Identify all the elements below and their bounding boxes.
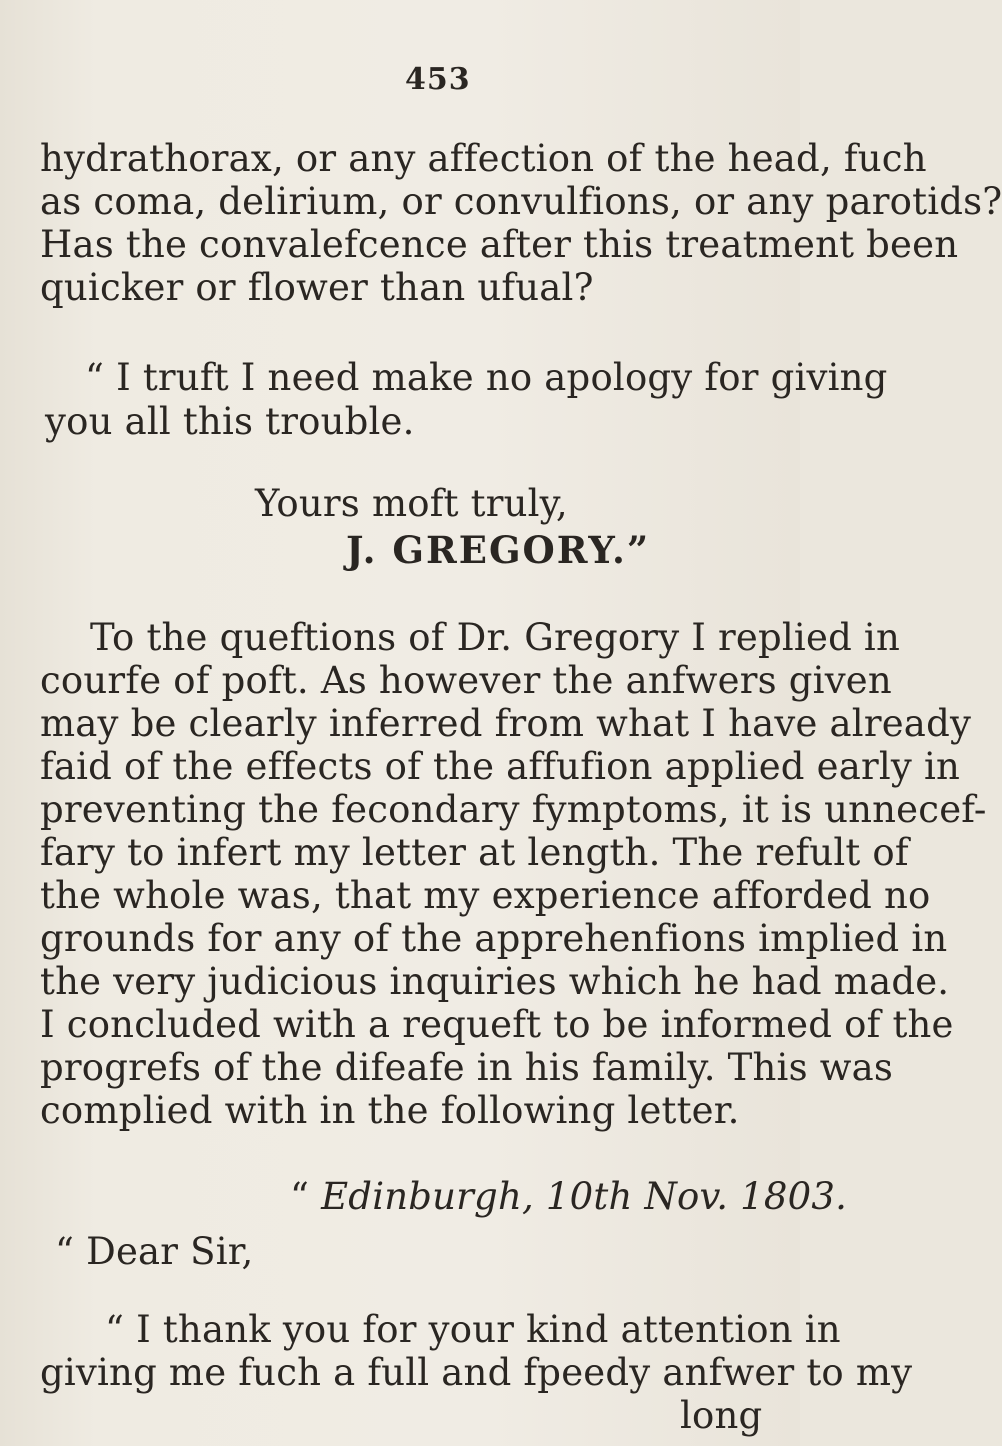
open-quote: “ [290, 1175, 310, 1218]
text-line: I concluded with a requeft to be informed of the [40, 1003, 954, 1046]
letter-date: 10th Nov. 1803. [545, 1175, 848, 1218]
text-line: “ I thank you for your kind attention in [105, 1308, 841, 1351]
page-number: 453 [405, 62, 471, 97]
text-line: courfe of poft. As however the anfwers given [40, 659, 892, 702]
text-line: the very judicious inquiries which he had made. [40, 960, 950, 1003]
text-line: the whole was, that my experience afforded no [40, 874, 931, 917]
text-line: quicker or flower than ufual? [40, 266, 594, 309]
letter-place: Edinburgh, [321, 1175, 534, 1218]
text-line: Has the convalefcence after this treatment been [40, 223, 959, 266]
text-line: faid of the effects of the affufion applied early in [40, 745, 961, 788]
text-line: you all this trouble. [45, 400, 415, 443]
text-line: complied with in the following letter. [40, 1089, 740, 1132]
text-line: progrefs of the difeafe in his family. This was [40, 1046, 894, 1089]
text-line: preventing the fecondary fymptoms, it is unnecef- [40, 788, 987, 831]
letter-signature: J. GREGORY.” [346, 528, 651, 572]
text-line: To the queftions of Dr. Gregory I replied in [90, 616, 900, 659]
text-line: giving me fuch a full and fpeedy anfwer to my [40, 1351, 913, 1394]
text-line: grounds for any of the apprehenfions implied in [40, 917, 948, 960]
letter-salutation: “ Dear Sir, [55, 1230, 254, 1273]
text-line: “ I truft I need make no apology for giving [85, 356, 888, 399]
text-line: fary to infert my letter at length. The refult of [40, 831, 909, 874]
letter-closing: Yours moft truly, [255, 482, 568, 525]
catchword: long [680, 1394, 763, 1437]
text-line: hydrathorax, or any affection of the head, fuch [40, 137, 927, 180]
letter-heading [290, 1175, 847, 1219]
text-line: may be clearly inferred from what I have already [40, 702, 972, 745]
text-line: as coma, delirium, or convulfions, or any parotids? [40, 180, 1002, 223]
